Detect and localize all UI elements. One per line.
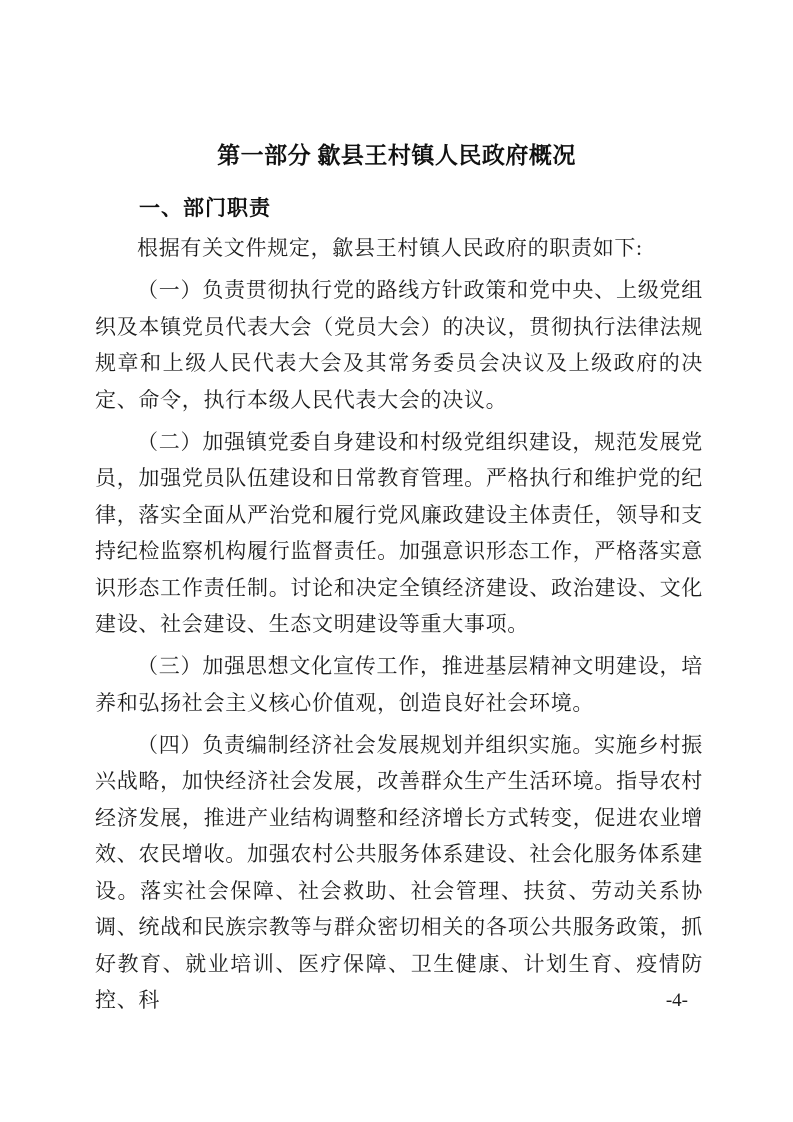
page-number: -4-: [665, 990, 688, 1011]
duty-paragraph-3: （三）加强思想文化宣传工作，推进基层精神文明建设，培养和弘扬社会主义核心价值观，创造良好社会环境。: [95, 654, 703, 715]
duty-paragraph-2: （二）加强镇党委自身建设和村级党组织建设，规范发展党员，加强党员队伍建设和日常教育管理。严格执行和维护党的纪律，落实全面从严治党和履行党风廉政建设主体责任，领导和支持纪检监察机构履行监督责任。加强意识形态工作，严格落实意识形态工作责任制。讨论和决定全镇经济建设、政治建设、文化建设、社会建设、生态文明建设等重大事项。: [95, 429, 703, 636]
duty-paragraph-4: （四）负责编制经济社会发展规划并组织实施。实施乡村振兴战略，加快经济社会发展，改善群众生产生活环境。指导农村经济发展，推进产业结构调整和经济增长方式转变，促进农业增效、农民增收。加强农村公共服务体系建设、社会化服务体系建设。落实社会保障、社会救助、社会管理、扶贫、劳动关系协调、统战和民族宗教等与群众密切相关的各项公共服务政策，抓好教育、就业培训、医疗保障、卫生健康、计划生育、疫情防控、科: [95, 732, 703, 1012]
document-body: [95, 230, 703, 1019]
document-title: 第一部分 歙县王村镇人民政府概况: [217, 143, 576, 168]
section-heading: 一、部门职责: [139, 197, 271, 220]
duty-paragraph-1: （一）负责贯彻执行党的路线方针政策和党中央、上级党组织及本镇党员代表大会（党员大会）的决议，贯彻执行法律法规规章和上级人民代表大会及其常务委员会决议及上级政府的决定、命令，执行本级人民代表大会的决议。: [95, 278, 703, 412]
intro-paragraph: 根据有关文件规定，歙县王村镇人民政府的职责如下:: [137, 236, 643, 260]
